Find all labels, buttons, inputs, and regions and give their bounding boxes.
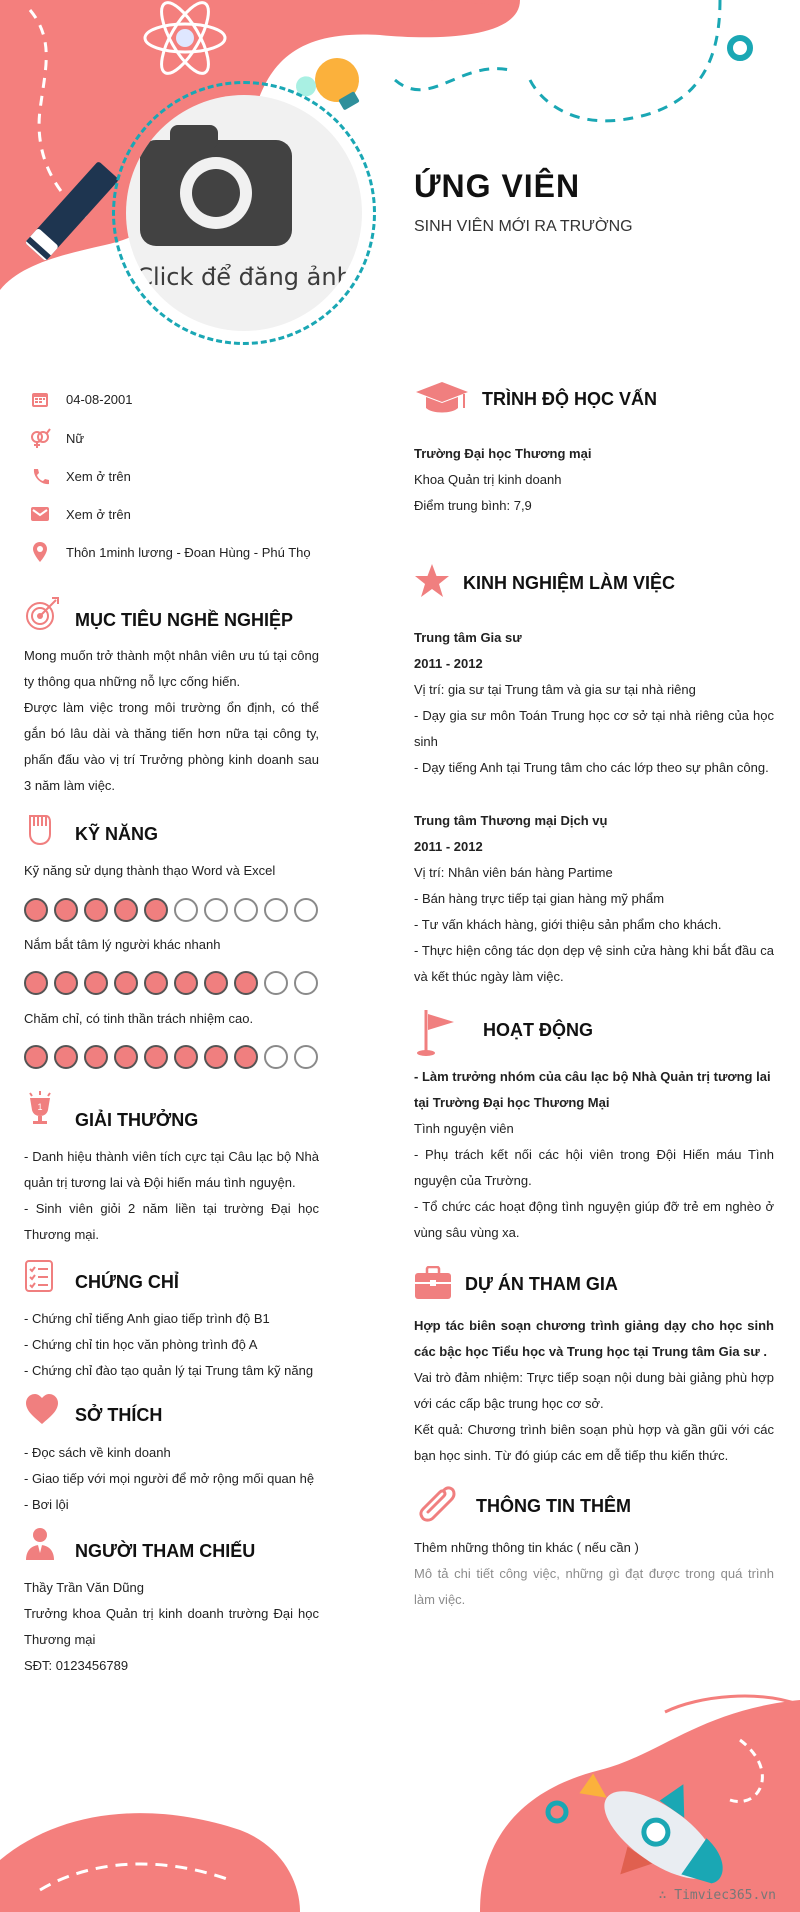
objective-title: MỤC TIÊU NGHỀ NGHIỆP — [75, 610, 294, 630]
rating-dot-filled[interactable] — [234, 1045, 258, 1069]
extra-placeholder[interactable]: Mô tả chi tiết công việc, những gì đạt được trong quá trình làm việc. — [414, 1566, 774, 1607]
candidate-subtitle: SINH VIÊN MỚI RA TRƯỜNG — [414, 218, 633, 235]
awards-line-1: - Danh hiệu thành viên tích cực tại Câu lạc bộ Nhà quản trị tương lai và Đội hiến máu tình nguyện. — [24, 1149, 319, 1190]
job-company: Trung tâm Thương mại Dịch vụ — [414, 813, 608, 828]
fist-icon — [22, 810, 58, 846]
skill-3-label: Chăm chỉ, có tinh thần trách nhiệm cao. — [24, 1011, 254, 1026]
rating-dot-filled[interactable] — [114, 898, 138, 922]
checklist-icon — [22, 1258, 58, 1294]
awards-line-2: - Sinh viên giỏi 2 năm liền tại trường Đại học Thương mại. — [24, 1201, 319, 1242]
trophy-icon — [22, 1090, 58, 1126]
project-result: Kết quả: Chương trình biên soạn phù hợp và gần gũi với các bạn học sinh. Từ đó giúp các em dễ tiếp thu kiến thức. — [414, 1422, 774, 1463]
activity-head: - Làm trưởng nhóm của câu lạc bộ Nhà Quản trị tương lai tại Trường Đại học Thương Mại — [414, 1069, 771, 1110]
gender-text: Nữ — [66, 430, 85, 446]
objective-line-2: Được làm việc trong môi trường ổn định, có thể gắn bó lâu dài và thăng tiến hơn nữa tại công ty, phấn đấu vào vị trí Trưởng phòng kinh doanh sau 3 năm làm việc. — [24, 700, 319, 793]
mail-icon — [28, 504, 52, 524]
extra-title: THÔNG TIN THÊM — [476, 1496, 631, 1516]
phone-text: Xem ở trên — [66, 468, 131, 484]
certificates-list — [24, 1306, 324, 1384]
rating-dot-filled[interactable] — [234, 971, 258, 995]
job-duty: - Thực hiện công tác dọn dẹp vệ sinh cửa hàng khi bắt đầu ca và kết thúc ngày làm việc. — [414, 943, 774, 984]
awards-text — [24, 1144, 319, 1248]
rating-dot-filled[interactable] — [84, 1045, 108, 1069]
target-icon — [24, 596, 60, 632]
awards-title: GIẢI THƯỞNG — [75, 1110, 199, 1130]
certificate-item: - Chứng chỉ tin học văn phòng trình độ A — [24, 1337, 258, 1352]
job-duty: - Bán hàng trực tiếp tại gian hàng mỹ phẩm — [414, 891, 665, 906]
education-text — [414, 441, 774, 519]
rating-dot-empty[interactable] — [294, 1045, 318, 1069]
hobbies-title: SỞ THÍCH — [75, 1405, 163, 1425]
paperclip-icon — [418, 1484, 458, 1524]
job-role: Vị trí: gia sư tại Trung tâm và gia sư tại nhà riêng — [414, 682, 696, 697]
rating-dot-filled[interactable] — [84, 898, 108, 922]
certificate-item: - Chứng chỉ tiếng Anh giao tiếp trình độ B1 — [24, 1311, 270, 1326]
rating-dot-empty[interactable] — [264, 898, 288, 922]
objective-line-1: Mong muốn trở thành một nhân viên ưu tú tại công ty thông qua những nỗ lực cống hiến. — [24, 648, 319, 689]
skill-1-label: Kỹ năng sử dụng thành thạo Word và Excel — [24, 863, 276, 878]
birthday-text: 04-08-2001 — [66, 391, 133, 407]
skills-title: KỸ NĂNG — [75, 824, 159, 844]
experience-title: KINH NGHIỆM LÀM VIỆC — [463, 573, 676, 593]
rating-dot-filled[interactable] — [144, 971, 168, 995]
rating-dot-filled[interactable] — [24, 971, 48, 995]
job-company: Trung tâm Gia sư — [414, 630, 522, 645]
rating-dot-empty[interactable] — [294, 971, 318, 995]
skill-rating — [24, 898, 318, 922]
references-title: NGƯỜI THAM CHIẾU — [75, 1541, 256, 1561]
activities-title: HOẠT ĐỘNG — [483, 1020, 593, 1040]
contact-birthday — [28, 389, 133, 409]
contact-email — [28, 504, 131, 524]
extra-text — [414, 1535, 774, 1613]
rating-dot-filled[interactable] — [114, 1045, 138, 1069]
skill-rating — [24, 971, 318, 995]
activities-text — [414, 1064, 774, 1246]
avatar-upload[interactable] — [126, 95, 362, 331]
svg-text:1: 1 — [37, 1102, 43, 1112]
reference-name: Thầy Trần Văn Dũng — [24, 1580, 144, 1595]
email-text: Xem ở trên — [66, 506, 131, 522]
job-duty: - Dạy tiếng Anh tại Trung tâm cho các lớp theo sự phân công. — [414, 760, 769, 775]
references-text — [24, 1575, 319, 1679]
calendar-icon — [28, 389, 52, 409]
skill-2-label: Nắm bắt tâm lý người khác nhanh — [24, 937, 221, 952]
contact-address — [28, 542, 311, 562]
rating-dot-empty[interactable] — [294, 898, 318, 922]
job-duty: - Tư vấn khách hàng, giới thiệu sản phẩm cho khách. — [414, 917, 722, 932]
rating-dot-filled[interactable] — [114, 971, 138, 995]
certificates-title: CHỨNG CHỈ — [75, 1272, 179, 1292]
certificate-item: - Chứng chỉ đào tạo quản lý tại Trung tâm kỹ năng — [24, 1363, 314, 1378]
rating-dot-empty[interactable] — [174, 898, 198, 922]
rating-dot-filled[interactable] — [204, 971, 228, 995]
hobby-item: - Giao tiếp với mọi người để mở rộng mối quan hệ — [24, 1471, 315, 1486]
activity-duty: - Phụ trách kết nối các hội viên trong Đội Hiến máu Tình nguyện của Trường. — [414, 1147, 774, 1188]
contact-gender — [28, 428, 84, 448]
gender-icon — [28, 428, 52, 448]
phone-icon — [28, 466, 52, 486]
flag-icon — [416, 1008, 456, 1058]
graduation-cap-icon — [414, 378, 470, 418]
objective-text — [24, 643, 319, 799]
briefcase-icon — [414, 1266, 452, 1300]
rating-dot-filled[interactable] — [144, 898, 168, 922]
education-title: TRÌNH ĐỘ HỌC VẤN — [482, 389, 657, 409]
contact-phone — [28, 466, 131, 486]
rating-dot-filled[interactable] — [174, 971, 198, 995]
job-duty: - Dạy gia sư môn Toán Trung học cơ sở tại nhà riêng của học sinh — [414, 708, 774, 749]
watermark: ∴ Timviec365.vn — [658, 1888, 776, 1903]
project-duty: Vai trò đảm nhiệm: Trực tiếp soạn nội dung bài giảng phù hợp với các cấp bậc trung học cơ sở. — [414, 1370, 774, 1411]
rating-dot-empty[interactable] — [234, 898, 258, 922]
projects-text — [414, 1313, 774, 1469]
rating-dot-empty[interactable] — [264, 1045, 288, 1069]
rating-dot-filled[interactable] — [204, 1045, 228, 1069]
rating-dot-empty[interactable] — [264, 971, 288, 995]
address-text: Thôn 1minh lương - Đoan Hùng - Phú Thọ — [66, 544, 311, 560]
location-pin-icon — [28, 542, 52, 562]
reference-position: Trưởng khoa Quản trị kinh doanh trường Đại học Thương mại — [24, 1606, 319, 1647]
photo-caption: Click để đăng ảnh — [136, 263, 352, 291]
star-icon — [414, 563, 450, 599]
activity-role: Tình nguyện viên — [414, 1121, 514, 1136]
rating-dot-filled[interactable] — [84, 971, 108, 995]
education-school: Trường Đại học Thương mại — [414, 446, 592, 461]
hobbies-list — [24, 1440, 324, 1518]
rating-dot-filled[interactable] — [54, 971, 78, 995]
experience-job-2 — [414, 808, 774, 990]
candidate-name: ỨNG VIÊN — [414, 168, 581, 204]
education-gpa: Điểm trung bình: 7,9 — [414, 498, 532, 513]
camera-icon — [126, 95, 362, 331]
rating-dot-filled[interactable] — [24, 1045, 48, 1069]
project-head: Hợp tác biên soạn chương trình giảng dạy cho học sinh các bậc học Tiểu học và Trung học tại Trung tâm Gia sư . — [414, 1318, 774, 1359]
rating-dot-filled[interactable] — [24, 898, 48, 922]
job-role: Vị trí: Nhân viên bán hàng Partime — [414, 865, 613, 880]
reference-phone: SĐT: 0123456789 — [24, 1658, 129, 1673]
skill-rating — [24, 1045, 318, 1069]
rating-dot-filled[interactable] — [54, 898, 78, 922]
hobby-item: - Đọc sách về kinh doanh — [24, 1445, 171, 1460]
rating-dot-filled[interactable] — [174, 1045, 198, 1069]
heart-icon — [24, 1392, 60, 1428]
rating-dot-empty[interactable] — [204, 898, 228, 922]
education-faculty: Khoa Quản trị kinh doanh — [414, 472, 562, 487]
extra-line[interactable]: Thêm những thông tin khác ( nếu cần ) — [414, 1540, 639, 1555]
experience-job-1 — [414, 625, 774, 781]
activity-duty: - Tổ chức các hoạt động tình nguyện giúp đỡ trẻ em nghèo ở vùng sâu vùng xa. — [414, 1199, 774, 1240]
job-period: 2011 - 2012 — [414, 656, 483, 671]
person-icon — [22, 1526, 58, 1562]
hobby-item: - Bơi lội — [24, 1497, 69, 1512]
rating-dot-filled[interactable] — [144, 1045, 168, 1069]
rating-dot-filled[interactable] — [54, 1045, 78, 1069]
job-period: 2011 - 2012 — [414, 839, 483, 854]
projects-title: DỰ ÁN THAM GIA — [465, 1274, 618, 1294]
